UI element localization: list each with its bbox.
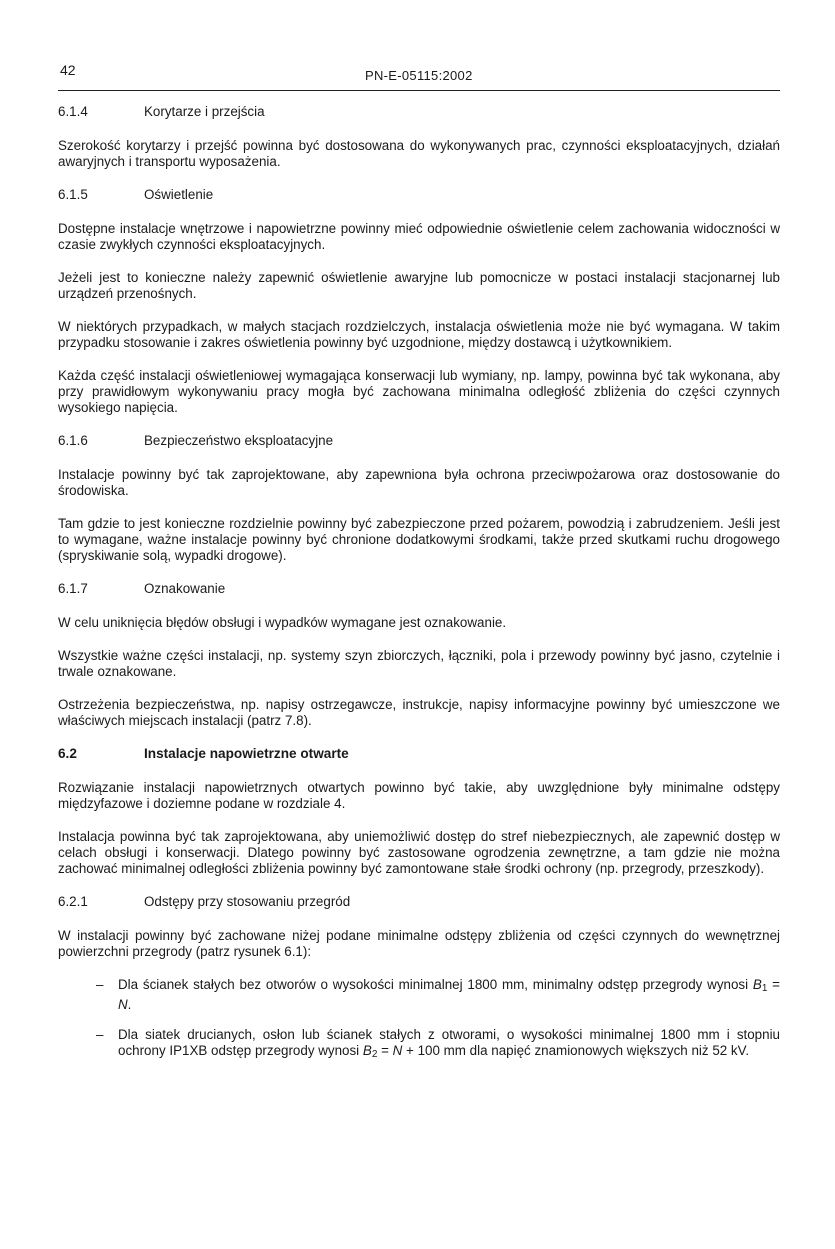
page-header <box>58 60 780 92</box>
heading-6-1-6: 6.1.6 Bezpieczeństwo eksploatacyjne <box>58 433 334 448</box>
page-number: 42 <box>60 62 76 78</box>
paragraph: Jeżeli jest to konieczne należy zapewnić oświetlenie awaryjne lub pomocnicze w postaci instalacji stacjonarnej lub urządzeń przenośnych. <box>58 270 780 301</box>
standard-id: PN-E-05115:2002 <box>365 68 473 83</box>
heading-6-2-1: 6.2.1 Odstępy przy stosowaniu przegród <box>58 894 351 909</box>
paragraph: Ostrzeżenia bezpieczeństwa, np. napisy ostrzegawcze, instrukcje, napisy informacyjne powinny być umieszczone we właściwych miejscach instalacji (patrz 7.8). <box>58 697 780 728</box>
paragraph: Dostępne instalacje wnętrzowe i napowietrzne powinny mieć odpowiednie oświetlenie celem zachowania widoczności w czasie zwykłych czynności eksploatacyjnych. <box>58 221 780 252</box>
heading-6-1-5: 6.1.5 Oświetlenie <box>58 187 214 202</box>
requirements-list <box>58 977 780 1063</box>
list-item: – Dla siatek drucianych, osłon lub ścianek stałych z otworami, o wysokości minimalnej 1800 mm i stopniu ochrony IP1XB odstęp przegrody wynosi $B_2 = N + 100$ mm dla napięć znamionowych większych niż 52 kV. <box>58 1027 780 1063</box>
list-item: – Dla ścianek stałych bez otworów o wysokości minimalnej 1800 mm, minimalny odstęp przegrody wynosi $B_1 = N$. <box>58 977 780 1013</box>
page-body <box>58 104 780 1077</box>
paragraph: W niektórych przypadkach, w małych stacjach rozdzielczych, instalacja oświetlenia może nie być wymagana. W takim przypadku stosowanie i zakres oświetlenia powinny być uzgodnione, między dostawcą i użytkownikiem. <box>58 319 780 350</box>
paragraph: Rozwiązanie instalacji napowietrznych otwartych powinno być takie, aby uwzględnione były minimalne odstępy międzyfazowe i doziemne podane w rozdziale 4. <box>58 780 780 811</box>
paragraph: W celu uniknięcia błędów obsługi i wypadków wymagane jest oznakowanie. <box>58 615 507 630</box>
paragraph: Instalacje powinny być tak zaprojektowane, aby zapewniona była ochrona przeciwpożarowa oraz dostosowanie do środowiska. <box>58 467 780 498</box>
paragraph: Instalacja powinna być tak zaprojektowana, aby uniemożliwić dostęp do stref niebezpiecznych, ale zapewnić dostęp w celach obsługi i konserwacji. Dlatego powinny być zastosowane ogrodzenia zewnętrzne, a tam gdzie nie można zachować minimalnej odległości zbliżenia powinny być zamontowane stałe środki ochrony (np. przegrody, przeszkody). <box>58 829 780 876</box>
paragraph: Każda część instalacji oświetleniowej wymagająca konserwacji lub wymiany, np. lampy, powinna być tak wykonana, aby przy prawidłowym wykonywaniu pracy mogła być zachowana minimalna odległość zbliżenia do części czynnych wysokiego napięcia. <box>58 368 780 415</box>
paragraph: Szerokość korytarzy i przejść powinna być dostosowana do wykonywanych prac, czynności eksploatacyjnych, działań awaryjnych i transportu wyposażenia. <box>58 138 780 169</box>
heading-6-1-4: 6.1.4 Korytarze i przejścia <box>58 104 265 119</box>
header-rule <box>58 90 780 91</box>
paragraph: W instalacji powinny być zachowane niżej podane minimalne odstępy zbliżenia od części czynnych do wewnętrznej powierzchni przegrody (patrz rysunek 6.1): <box>58 928 780 959</box>
heading-6-2: 6.2 Instalacje napowietrzne otwarte <box>58 746 349 761</box>
paragraph: Tam gdzie to jest konieczne rozdzielnie powinny być zabezpieczone przed pożarem, powodzią i zabrudzeniem. Jeśli jest to wymagane, ważne instalacje powinny być chronione dodatkowymi środkami, także przed skutkami ruchu drogowego (spryskiwanie solą, wypadki drogowe). <box>58 516 780 563</box>
paragraph: Wszystkie ważne części instalacji, np. systemy szyn zbiorczych, łączniki, pola i przewody powinny być jasno, czytelnie i trwale oznakowane. <box>58 648 780 679</box>
heading-6-1-7: 6.1.7 Oznakowanie <box>58 581 226 596</box>
